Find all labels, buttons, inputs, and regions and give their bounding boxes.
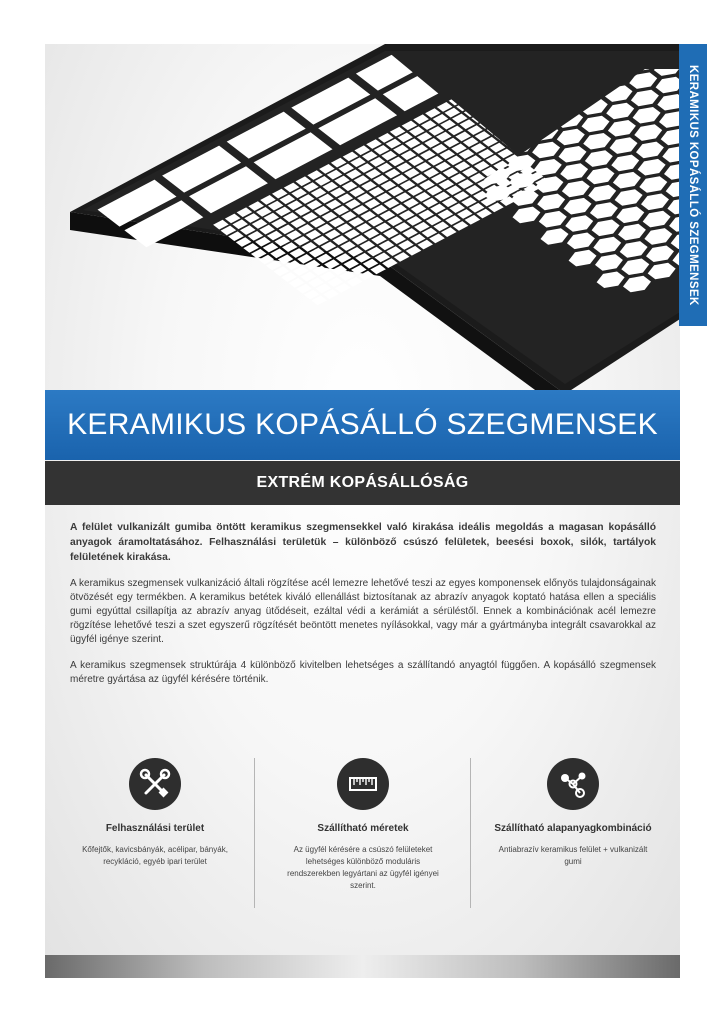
tools-icon <box>129 758 181 810</box>
feature-application-area <box>65 758 245 868</box>
divider <box>254 758 255 908</box>
feature-title: Felhasználási terület <box>105 823 205 834</box>
side-tab <box>679 44 707 326</box>
side-tab-label: KERAMIKUS KOPÁSÁLLÓ SZEGMENSEK <box>687 64 699 306</box>
feature-desc: Az ügyfél kérésére a csúszó felületeket lehetséges különböző moduláris rendszerekben legyártani az ügyfél igényei szerint. <box>287 845 439 890</box>
paragraph-3: A keramikus szegmensek struktúrája 4 különböző kivitelben lehetséges a szállítandó anyagtól függően. A kopásálló szegmensek méretre gyártása az ügyfél kérésére történik. <box>70 660 656 685</box>
ceramic-segment-panel-illustration <box>45 44 680 394</box>
lead-paragraph: A felület vulkanizált gumiba öntött keramikus szegmensekkel való kirakása ideális megoldás a magasan kopásálló anyagok áramoltatásához. Felhasználási területük – különböző csúszó felületek, beesési boxok, silók, tartályok felületének kirakása. <box>70 522 656 563</box>
body-text <box>70 520 656 699</box>
feature-sizes <box>273 758 453 892</box>
page-subtitle: EXTRÉM KOPÁSÁLLÓSÁG <box>256 474 469 491</box>
ruler-icon <box>337 758 389 810</box>
bottom-gradient-bar <box>45 955 680 978</box>
feature-material-combination <box>483 758 663 868</box>
paragraph-2: A keramikus szegmensek vulkanizáció általi rögzítése acél lemezre lehetővé teszi az egyes komponensek előnyös tulajdonságainak ötvözését egy termékben. A keramikus betétek kiváló ellenállást biztosítanak az abrazív anyagok koptató hatása ellen a speciális gumi egyúttal csillapítja az abrazív anyag ütődéseit, ezáltal védi a kerámiát a sérüléstől. Ennek a kombinációnak acél lemezre rögzítése lehetővé teszi a szet egyszerű rögzítését beöntött menetes nyílásokkal, vagy már a gyártmányba integrált csavarokkal az ügyfél igénye szerint. <box>70 578 656 645</box>
features-section <box>45 758 680 908</box>
subtitle-band <box>45 461 680 505</box>
page-title: KERAMIKUS KOPÁSÁLLÓ SZEGMENSEK <box>67 408 658 441</box>
feature-desc: Antiabrazív keramikus felület + vulkanizált gumi <box>498 845 648 866</box>
hero-product-illustration <box>45 44 680 394</box>
feature-desc: Kőfejtők, kavicsbányák, acélipar, bányák, recykláció, egyéb ipari terület <box>82 845 228 866</box>
feature-title: Szállítható alapanyagkombináció <box>494 823 652 834</box>
feature-title: Szállítható méretek <box>317 823 409 834</box>
title-band <box>45 390 680 460</box>
molecule-icon <box>547 758 599 810</box>
divider <box>470 758 471 908</box>
